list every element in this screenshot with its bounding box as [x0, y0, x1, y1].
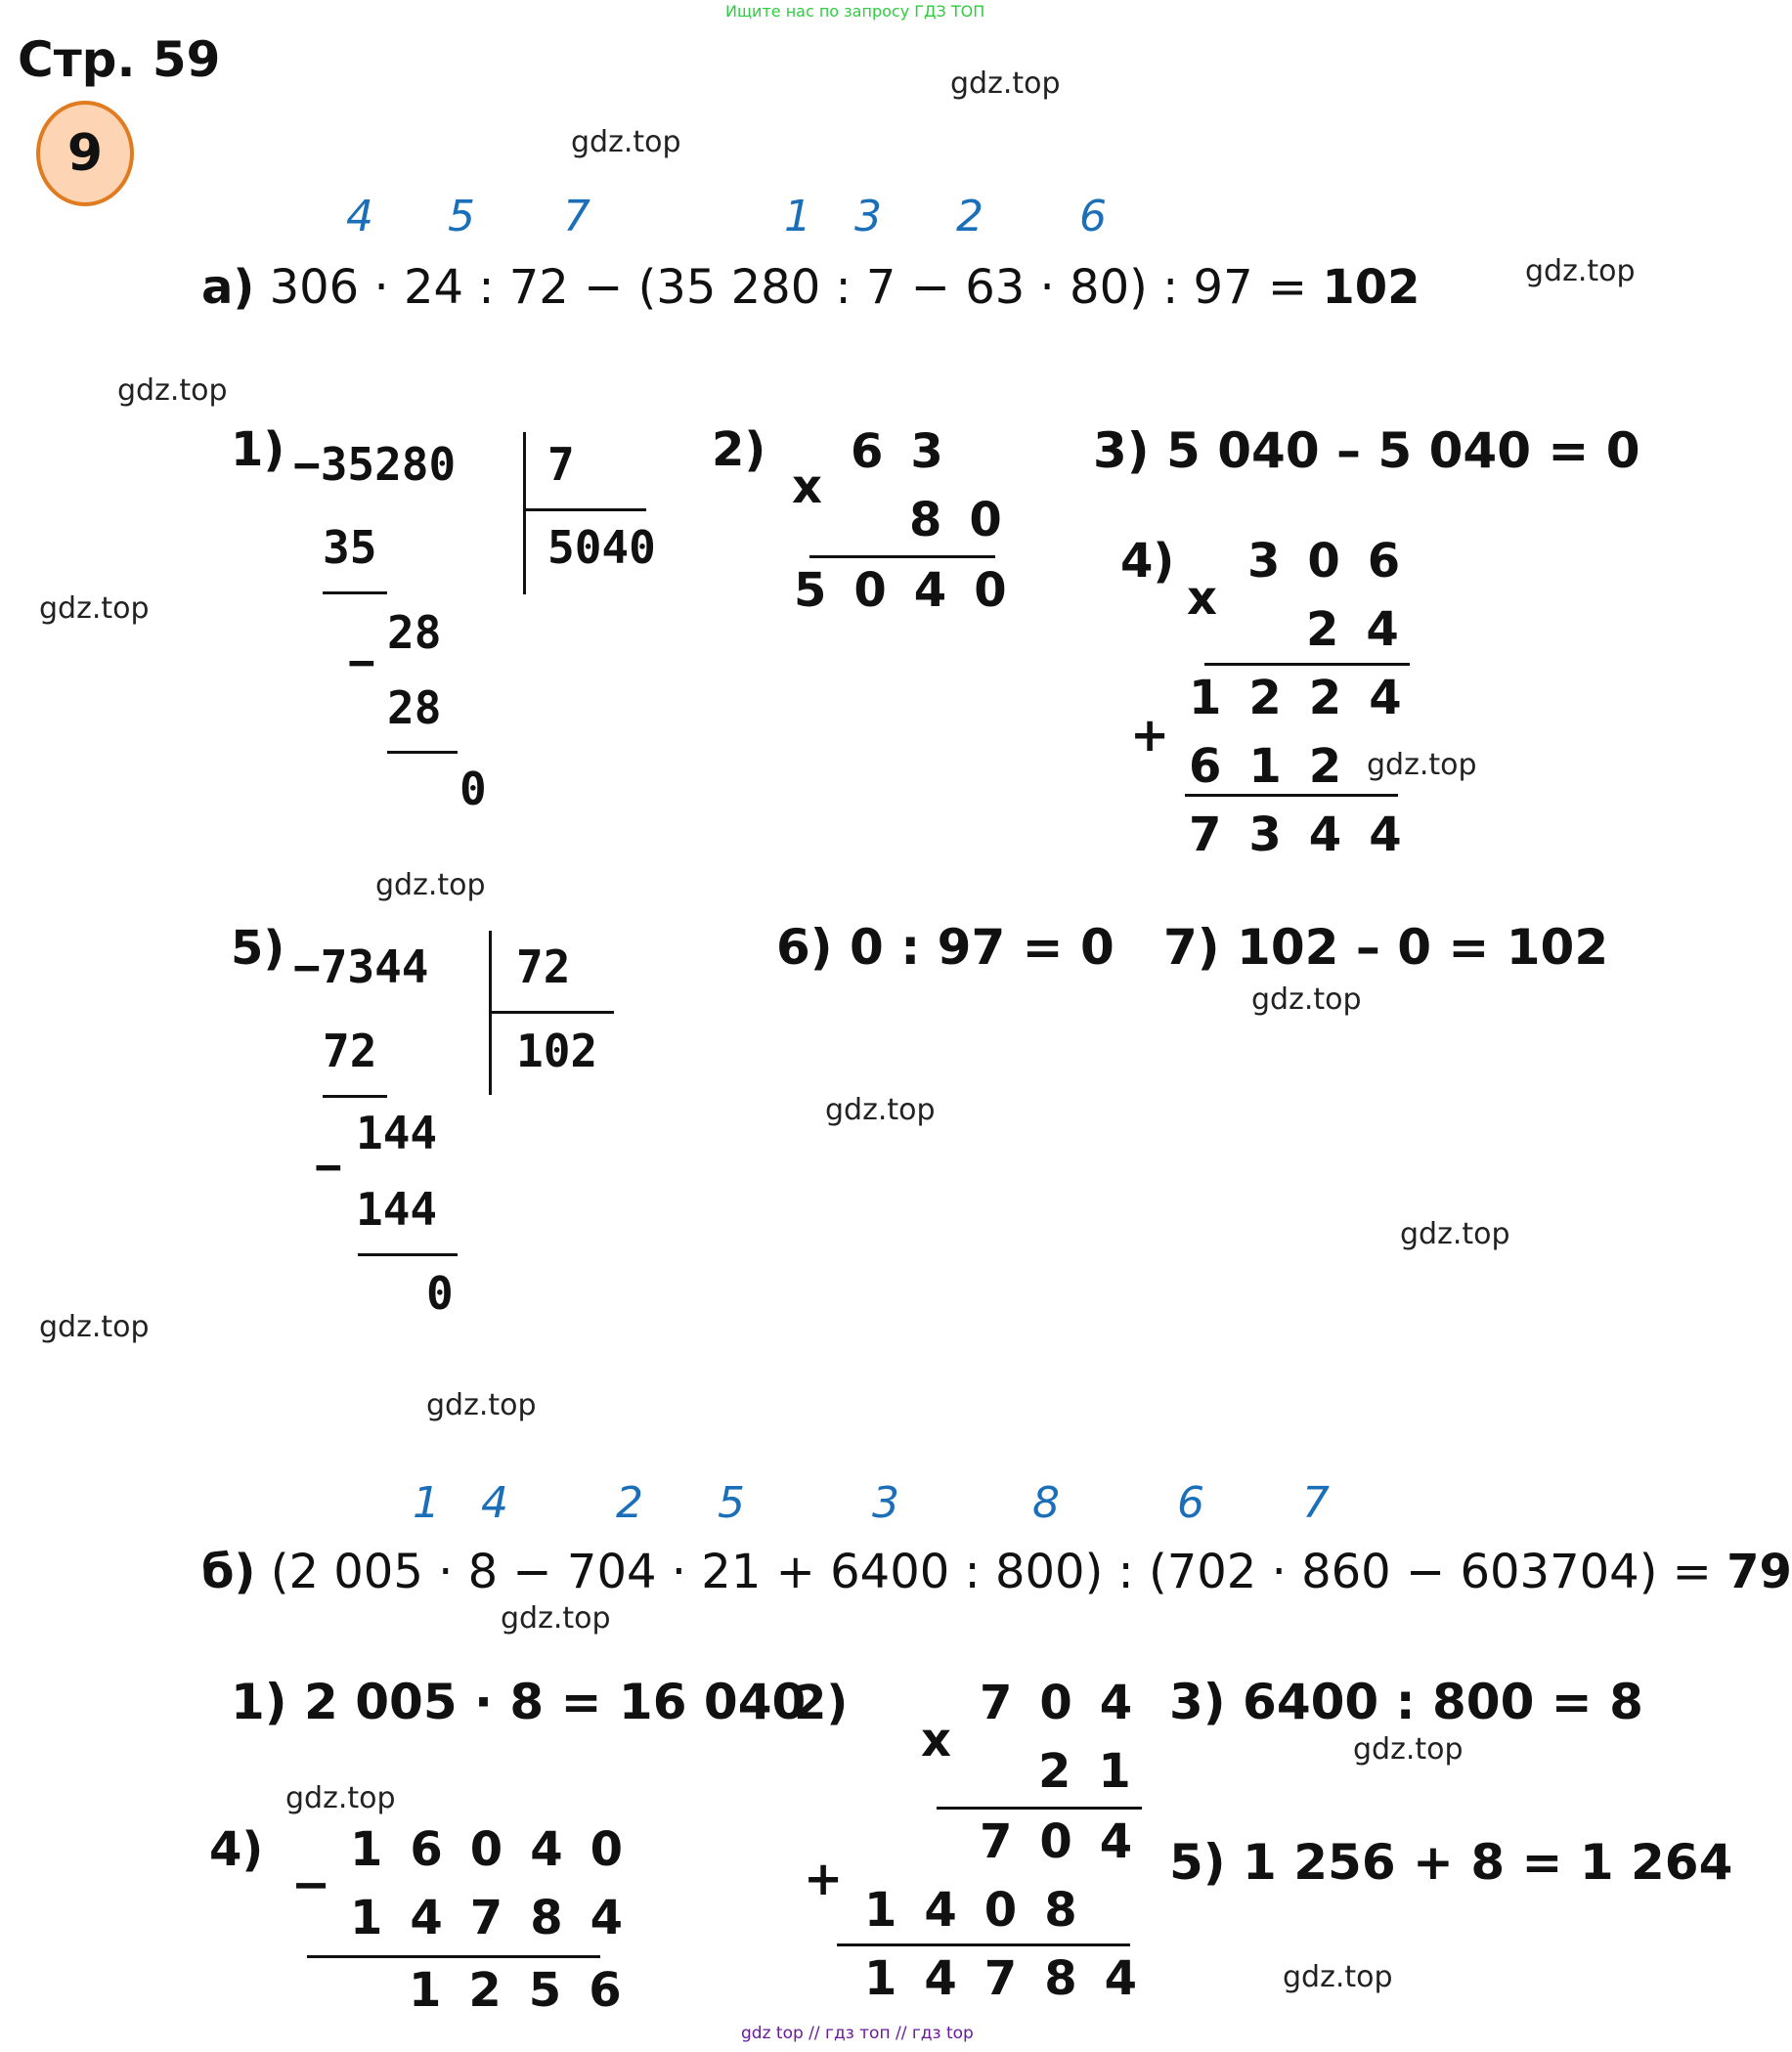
order-number: 2: [956, 192, 983, 241]
order-number: 7: [563, 192, 590, 241]
division-partial: 144: [356, 1107, 438, 1159]
product: 7344: [1189, 808, 1429, 862]
partial-product: 704: [980, 1814, 1160, 1869]
column-line: [837, 1943, 1130, 1946]
order-number: 7: [1302, 1478, 1330, 1528]
division-subtrahend: 72: [323, 1025, 377, 1077]
multiplicand: 306: [1247, 534, 1428, 589]
watermark: gdz.top: [501, 1601, 611, 1636]
step-1: 1) 2 005 · 8 = 16 040: [231, 1674, 807, 1730]
division-line: [323, 591, 387, 594]
watermark: gdz.top: [426, 1388, 537, 1422]
subtrahend: 14784: [350, 1891, 650, 1945]
division-subtrahend: 28: [387, 681, 442, 734]
order-number: 1: [784, 192, 811, 241]
partial-product: 1224: [1189, 671, 1429, 725]
column-line: [1204, 663, 1410, 666]
order-number: 8: [1032, 1478, 1060, 1528]
column-line: [307, 1955, 600, 1958]
expression-b: [201, 1545, 1792, 1599]
multiplier: 80: [909, 493, 1029, 547]
order-number: 2: [616, 1478, 643, 1528]
division-bar: [523, 432, 526, 594]
watermark: gdz.top: [39, 1310, 150, 1344]
division-divisor: 72: [516, 940, 571, 993]
step-number: 5): [231, 921, 285, 976]
division-dividend: −35280: [293, 438, 457, 491]
order-number: 4: [481, 1478, 508, 1528]
order-number: 3: [854, 192, 882, 241]
expression-answer: 102: [1322, 260, 1420, 315]
step-6: 6) 0 : 97 = 0: [776, 919, 1115, 976]
watermark: gdz.top: [117, 373, 228, 408]
plus-sign: +: [804, 1852, 844, 1906]
order-number: 6: [1177, 1478, 1204, 1528]
watermark: gdz.top: [1367, 748, 1477, 782]
watermark: gdz.top: [285, 1781, 396, 1815]
division-remainder: 0: [426, 1267, 454, 1320]
watermark: gdz.top: [375, 868, 486, 902]
multiplier: 24: [1306, 602, 1426, 657]
multiplicand: 704: [980, 1676, 1160, 1730]
minuend: 16040: [350, 1822, 650, 1877]
division-remainder: 0: [459, 763, 487, 815]
watermark: gdz.top: [1400, 1217, 1510, 1251]
partial-product: 612: [1189, 739, 1370, 794]
watermark: gdz.top: [1353, 1732, 1464, 1767]
watermark: gdz.top: [1283, 1960, 1393, 1994]
step-number: 4): [1120, 534, 1175, 589]
division-dividend: −7344: [293, 940, 429, 993]
product: 5040: [794, 563, 1034, 618]
order-number: 5: [448, 192, 475, 241]
expression-label: а): [201, 260, 255, 315]
watermark: gdz.top: [825, 1093, 936, 1127]
division-line: [489, 1011, 614, 1014]
column-line: [809, 555, 995, 558]
expression-text: 306 · 24 : 72 − (35 280 : 7 − 63 · 80) : 97 =: [269, 260, 1308, 315]
step-number: 1): [231, 422, 285, 477]
step-3: 3) 6400 : 800 = 8: [1169, 1674, 1643, 1730]
division-partial: 28: [387, 606, 442, 659]
step-7: 7) 102 – 0 = 102: [1163, 919, 1609, 976]
division-line: [323, 1095, 387, 1098]
task-number-badge: 9: [36, 101, 134, 206]
order-number: 5: [718, 1478, 745, 1528]
division-quotient: 5040: [547, 521, 656, 574]
plus-sign: +: [1130, 708, 1170, 763]
division-quotient: 102: [516, 1025, 598, 1077]
product: 14784: [864, 1951, 1164, 2006]
order-number: 4: [346, 192, 373, 241]
watermark: gdz.top: [39, 591, 150, 626]
step-number: 4): [209, 1822, 264, 1877]
expression-text: (2 005 · 8 − 704 · 21 + 6400 : 800) : (702 · 860 − 603704) =: [270, 1545, 1712, 1599]
page-title: Стр. 59: [18, 31, 221, 88]
footer-watermark: gdz top // гдз топ // гдз top: [741, 2024, 974, 2043]
step-5: 5) 1 256 + 8 = 1 264: [1169, 1834, 1733, 1891]
division-divisor: 7: [547, 438, 575, 491]
expression-label: б): [201, 1545, 256, 1599]
step-3: 3) 5 040 – 5 040 = 0: [1093, 422, 1640, 479]
minus-sign: −: [291, 1857, 331, 1912]
minus-sign: −: [348, 635, 375, 688]
watermark: gdz.top: [1251, 982, 1362, 1017]
multiply-sign: x: [1187, 571, 1217, 626]
multiply-sign: x: [921, 1713, 951, 1768]
column-line: [937, 1807, 1142, 1810]
order-number: 6: [1079, 192, 1107, 241]
expression-answer: 79: [1726, 1545, 1792, 1599]
minus-sign: −: [315, 1140, 342, 1193]
order-number: 1: [413, 1478, 440, 1528]
partial-product: 1408: [864, 1883, 1105, 1938]
multiply-sign: x: [792, 459, 822, 514]
division-subtrahend: 35: [323, 521, 377, 574]
expression-a: [201, 260, 1420, 315]
difference: 1256: [409, 1963, 649, 2018]
division-line: [358, 1253, 458, 1256]
top-banner: Ищите нас по запросу ГДЗ ТОП: [725, 2, 985, 21]
multiplicand: 63: [851, 424, 971, 479]
column-line: [1185, 794, 1398, 797]
division-subtrahend: 144: [356, 1183, 438, 1236]
order-number: 3: [872, 1478, 899, 1528]
division-line: [387, 751, 458, 754]
step-number: 2): [794, 1676, 849, 1730]
multiplier: 21: [1038, 1744, 1158, 1799]
watermark: gdz.top: [950, 66, 1061, 101]
watermark: gdz.top: [1525, 254, 1636, 288]
division-line: [523, 508, 646, 511]
step-number: 2): [712, 422, 766, 477]
watermark: gdz.top: [571, 125, 681, 159]
